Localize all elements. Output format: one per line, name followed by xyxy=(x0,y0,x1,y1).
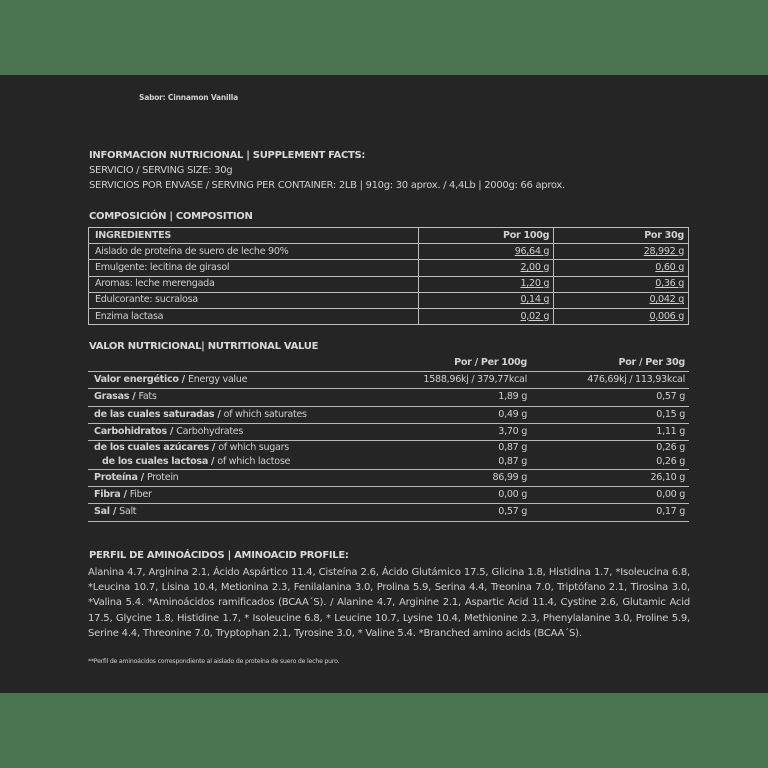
separator: / xyxy=(208,441,219,453)
ingredient-per-30g: 0,006 g xyxy=(554,308,689,324)
ingredient-name: Aromas: leche merengada xyxy=(89,276,419,292)
separator: / xyxy=(166,425,177,437)
separator: / xyxy=(120,489,130,501)
ingredient-per-30g: 0,042 g xyxy=(554,292,689,308)
header-per-100g: Por 100g xyxy=(419,228,554,244)
table-row xyxy=(88,406,689,423)
header-blank xyxy=(88,355,356,372)
nutrient-name-en: Carbohydrates xyxy=(176,425,244,437)
nutrient-per-30g: 0,00 g xyxy=(531,487,689,504)
nutrition-title: VALOR NUTRICIONAL| NUTRITIONAL VALUE xyxy=(89,341,319,352)
table-row xyxy=(89,260,689,276)
ingredient-per-100g: 2,00 g xyxy=(419,260,554,276)
nutrition-table xyxy=(88,355,689,522)
supplement-facts-title: INFORMACION NUTRICIONAL | SUPPLEMENT FACTS: xyxy=(89,150,366,161)
amino-profile-title: PERFIL DE AMINOÁCIDOS | AMINOACID PROFILE: xyxy=(89,550,349,561)
nutrient-per-30g: 476,69kj / 113,93kcal xyxy=(531,372,689,389)
nutrient-per-100g: 3,70 g xyxy=(356,423,531,440)
separator: / xyxy=(208,455,218,467)
table-row xyxy=(88,423,689,440)
composition-title: COMPOSICIÓN | COMPOSITION xyxy=(89,211,253,222)
nutrient-per-30g: 26,10 g xyxy=(531,469,689,486)
nutrient-per-30g: 0,15 g xyxy=(531,406,689,423)
composition-table xyxy=(88,227,689,325)
table-row xyxy=(88,372,689,389)
amino-profile-footnote: **Perfil de aminoácidos correspondiente al aislado de proteína de suero de leche puro. xyxy=(88,658,340,665)
nutrient-per-30g: 0,17 g xyxy=(531,504,689,521)
ingredient-per-100g: 0,14 g xyxy=(419,292,554,308)
header-per-100g: Por / Per 100g xyxy=(356,355,531,372)
nutrient-name-en: Salt xyxy=(119,506,137,518)
table-row xyxy=(89,292,689,308)
nutrient-name-en: of which saturates xyxy=(223,408,307,420)
servings-per-container: SERVICIOS POR ENVASE / SERVING PER CONTAINER: 2LB | 910g: 30 aprox. / 4,4Lb | 2000g: 66 aprox. xyxy=(89,180,565,191)
nutrient-per-30g: 0,26 g xyxy=(531,455,689,470)
separator: / xyxy=(109,506,120,518)
separator: / xyxy=(178,374,188,386)
ingredient-per-30g: 0,60 g xyxy=(554,260,689,276)
header-per-30g: Por 30g xyxy=(554,228,689,244)
nutrient-name-en: Fats xyxy=(138,391,157,403)
table-row xyxy=(88,487,689,504)
header-ingredients: INGREDIENTES xyxy=(89,228,419,244)
table-row xyxy=(88,455,689,470)
nutrient-per-100g: 1,89 g xyxy=(356,389,531,406)
table-row xyxy=(88,469,689,486)
nutrient-per-100g: 0,00 g xyxy=(356,487,531,504)
ingredient-per-100g: 1,20 g xyxy=(419,276,554,292)
nutrient-per-100g: 0,57 g xyxy=(356,504,531,521)
nutrient-name-en: of which sugars xyxy=(218,441,289,453)
table-row xyxy=(88,389,689,406)
nutrient-name-es: Carbohidratos xyxy=(94,425,167,437)
table-row xyxy=(88,504,689,521)
flavor-label: Sabor: Cinnamon Vanilla xyxy=(139,93,238,102)
separator: / xyxy=(137,472,147,484)
nutrient-name-es: de las cuales saturadas xyxy=(94,408,215,420)
nutrient-per-100g: 0,87 g xyxy=(356,455,531,470)
nutrient-name-es: Sal xyxy=(94,506,110,518)
ingredient-name: Emulgente: lecitina de girasol xyxy=(89,260,419,276)
ingredient-per-100g: 0,02 g xyxy=(419,308,554,324)
amino-profile-text: Alanina 4.7, Arginina 2.1, Ácido Aspártico 11.4, Cisteína 2.6, Ácido Glutámico 17.5, Glicina 1.8, Histidina 1.7, *Isoleucina 6.8, *Leucina 10.7, Lisina 10.4, Metionina 2.3, Fenilalanina 3.0, Prolina 5.9, Serina 4.4, Treonina 7.0, Triptófano 2.1, Tirosina 3.0, *Valina 5.4. *Aminoácidos ramificados (BCAA´S). / Alanine 4.7, Arginine 2.1, Aspartic Acid 11.4, Cystine 2.6, Glutamic Acid 17.5, Glycine 1.8, Histidine 1.7, * Isoleucine 6.8, * Leucine 10.7, Lysine 10.4, Methionine 2.3, Phenylalanine 3.0, Proline 5.9, Serine 4.4, Threonine 7.0, Tryptophan 2.1, Tyrosine 3.0, * Valine 5.4. *Branched amino acids (BCAA´S). xyxy=(88,567,690,639)
nutrient-name-es: Proteína xyxy=(94,472,138,484)
nutrient-name-es: de los cuales azúcares xyxy=(94,441,209,453)
nutrient-name-en: Protein xyxy=(146,472,179,484)
nutrient-per-30g: 0,26 g xyxy=(656,441,685,453)
nutrient-per-100g: 86,99 g xyxy=(356,469,531,486)
nutrient-name-en: of which lactose xyxy=(217,455,291,467)
ingredient-per-30g: 28,992 g xyxy=(554,244,689,260)
table-row xyxy=(89,276,689,292)
composition-header-row xyxy=(89,228,689,244)
nutrition-header-row xyxy=(88,355,689,372)
nutrient-name-es: de los cuales lactosa xyxy=(102,455,208,467)
table-row xyxy=(88,440,689,455)
nutrient-per-30g: 0,57 g xyxy=(531,389,689,406)
table-row xyxy=(89,244,689,260)
table-row xyxy=(89,308,689,324)
serving-size: SERVICIO / SERVING SIZE: 30g xyxy=(89,165,233,176)
ingredient-name: Aislado de proteína de suero de leche 90% xyxy=(89,244,419,260)
nutrient-per-100g: 0,87 g xyxy=(498,441,527,453)
nutrient-per-100g: 0,49 g xyxy=(356,406,531,423)
nutrient-name-en: Energy value xyxy=(187,374,248,386)
nutrient-per-100g: 1588,96kj / 379,77kcal xyxy=(356,372,531,389)
ingredient-name: Enzima lactasa xyxy=(89,308,419,324)
nutrient-name-es: Valor energético xyxy=(94,374,179,386)
ingredient-per-100g: 96,64 g xyxy=(419,244,554,260)
nutrient-per-30g: 1,11 g xyxy=(531,423,689,440)
nutrient-name-es: Fibra xyxy=(94,489,121,501)
nutrient-name-en: Fiber xyxy=(129,489,152,501)
ingredient-per-30g: 0,36 g xyxy=(554,276,689,292)
separator: / xyxy=(214,408,224,420)
separator: / xyxy=(129,391,139,403)
nutrient-name-es: Grasas xyxy=(94,391,130,403)
ingredient-name: Edulcorante: sucralosa xyxy=(89,292,419,308)
header-per-30g: Por / Per 30g xyxy=(531,355,689,372)
